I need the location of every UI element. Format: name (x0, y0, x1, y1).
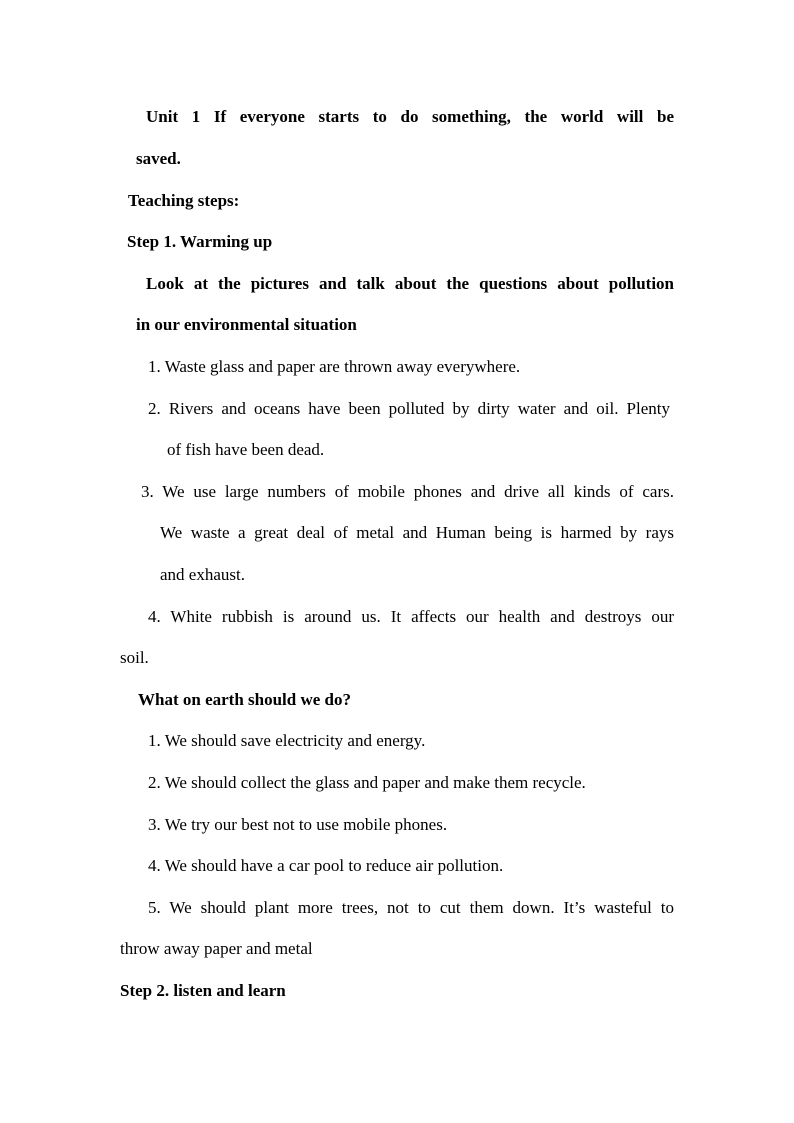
step1-intro-line-1: Look at the pictures and talk about the questions about pollution (146, 274, 674, 293)
unit-title-line-2: saved. (136, 149, 181, 168)
answer-item-5-line-1: 5. We should plant more trees, not to cut them down. It’s wasteful to (148, 898, 674, 917)
answer-item-1: 1. We should save electricity and energy. (148, 731, 426, 750)
step1-heading: Step 1. Warming up (127, 232, 273, 251)
pollution-item-4-line-2: soil. (120, 648, 149, 667)
pollution-item-2-line-2: of fish have been dead. (167, 440, 325, 459)
answer-item-4: 4. We should have a car pool to reduce air pollution. (148, 856, 504, 875)
step2-heading: Step 2. listen and learn (120, 981, 286, 1000)
pollution-item-2-line-1: 2. Rivers and oceans have been polluted by dirty water and oil. Plenty (148, 399, 670, 418)
pollution-item-3-line-1: 3. We use large numbers of mobile phones and drive all kinds of cars. (141, 482, 674, 501)
teaching-steps-heading: Teaching steps: (128, 191, 240, 210)
answer-item-3: 3. We try our best not to use mobile phones. (148, 815, 448, 834)
pollution-item-1: 1. Waste glass and paper are thrown away everywhere. (148, 357, 521, 376)
answer-item-5-line-2: throw away paper and metal (120, 939, 313, 958)
pollution-item-4-line-1: 4. White rubbish is around us. It affects our health and destroys our (148, 607, 674, 626)
step1-intro-line-2: in our environmental situation (136, 315, 357, 334)
pollution-item-3-line-3: and exhaust. (160, 565, 245, 584)
answer-item-2: 2. We should collect the glass and paper and make them recycle. (148, 773, 586, 792)
unit-title-line-1: Unit 1 If everyone starts to do something, the world will be (146, 107, 674, 126)
pollution-item-3-line-2: We waste a great deal of metal and Human being is harmed by rays (160, 523, 674, 542)
question-heading: What on earth should we do? (138, 690, 352, 709)
